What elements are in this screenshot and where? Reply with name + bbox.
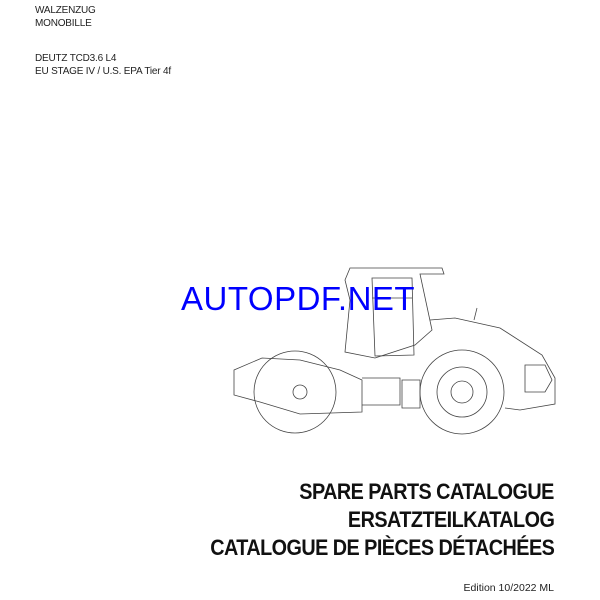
title-de: ERSATZTEILKATALOG bbox=[347, 507, 554, 532]
title-fr: CATALOGUE DE PIÈCES DÉTACHÉES bbox=[209, 535, 554, 560]
model-fr: MONOBILLE bbox=[35, 18, 92, 29]
emission-stage: EU STAGE IV / U.S. EPA Tier 4f bbox=[35, 66, 171, 77]
title-en: SPARE PARTS CATALOGUE bbox=[299, 479, 554, 504]
edition-label: Edition 10/2022 ML bbox=[463, 582, 554, 594]
watermark: AUTOPDF.NET bbox=[181, 280, 416, 317]
engine-model: DEUTZ TCD3.6 L4 bbox=[35, 53, 117, 64]
model-de: WALZENZUG bbox=[35, 5, 96, 16]
